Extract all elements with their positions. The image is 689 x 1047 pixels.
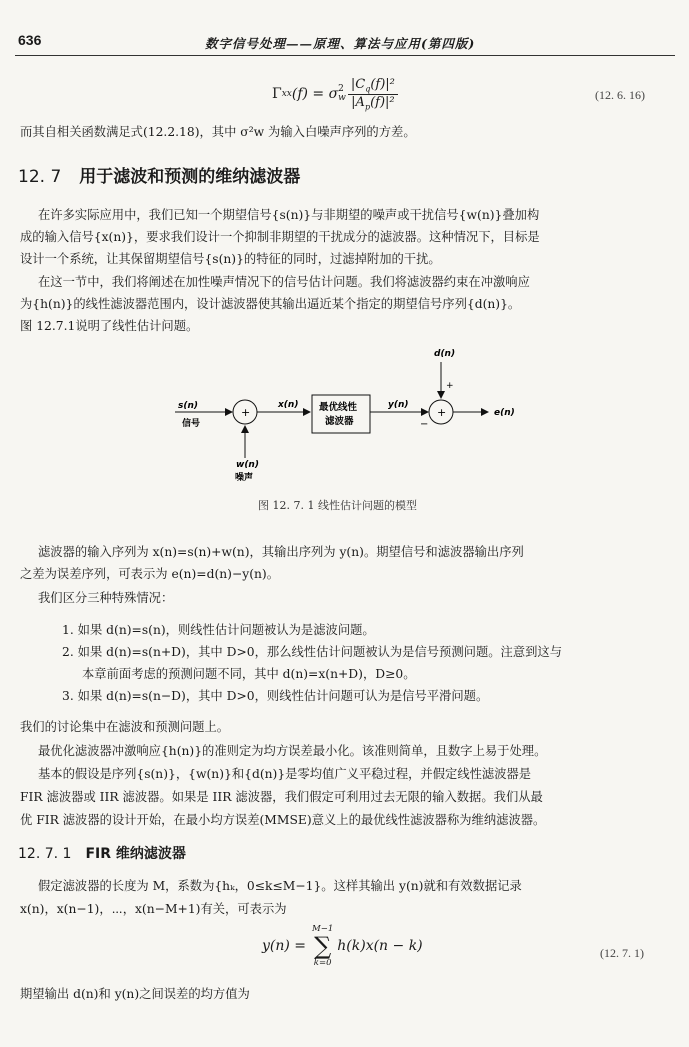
para1-line1: 在许多实际应用中，我们已知一个期望信号{s(n)}与非期望的噪声或干扰信号{w(n)}叠加构 [38,208,540,222]
fig-s-label: s(n) [178,401,198,411]
section-number: 12. 7 [18,167,62,187]
after-fig-line8: 优 FIR 滤波器的设计开始，在最小均方误差(MMSE)意义上的最优线性滤波器称为维纳滤波器。 [20,813,546,827]
section-heading [18,162,300,187]
fig-filter-line1: 最优线性 [319,402,358,413]
fig-w-label: w(n) [236,460,259,470]
page-number: 636 [18,32,42,48]
eq-numerator: |C [350,76,366,92]
case-2-line2: 本章前面考虑的预测问题不同，其中 d(n)=x(n+D)，D≥0。 [82,667,416,681]
equation-12-6-16 [272,72,398,116]
para1-line2: 成的输入信号{x(n)}，要求我们设计一个抑制非期望的干扰成分的滤波器。这种情况下，目标是 [20,230,540,244]
header-rule [15,55,675,56]
para2-line1: 在这一节中，我们将阐述在加性噪声情况下的信号估计问题。我们将滤波器约束在冲激响应 [38,275,530,289]
subsection-number: 12. 7. 1 [18,846,72,862]
fig-x-label: x(n) [278,400,299,410]
section-title: 用于滤波和预测的维纳滤波器 [79,167,301,187]
eq-sigma-sub: w [338,93,346,103]
eq-lhs-sub: xx [281,89,292,99]
paragraph-after-equation: 而其自相关函数满足式(12.2.18)，其中 σ²w 为输入白噪声序列的方差。 [20,125,416,139]
para2-line2: 为{h(n)}的线性滤波器范围内，设计滤波器使其输出逼近某个指定的期望信号序列{d(n)}。 [20,297,521,311]
eq-sum-symbol: ∑ [314,932,332,960]
after-fig-line3: 我们区分三种特殊情况： [38,591,174,605]
after-fig-line6: 基本的假设是序列{s(n)}，{w(n)}和{d(n)}是零均值广义平稳过程，并假定线性滤波器是 [38,767,532,781]
eq-numerator-sub: q [365,84,371,94]
case-1: 1. 如果 d(n)=s(n)，则线性估计问题被认为是滤波问题。 [62,623,375,637]
subsection-title: FIR 维纳滤波器 [85,846,186,862]
eq-lhs-arg: (f) = σ [291,86,339,102]
fig-adder-2-plus: + [437,406,447,419]
figure-caption: 图 12. 7. 1 线性估计问题的模型 [258,499,417,512]
case-2-line1: 2. 如果 d(n)=s(n+D)，其中 D>0，那么线性估计问题被认为是信号预测问题。注意到这与 [62,645,563,659]
fir-line1: 假定滤波器的长度为 M，系数为{hₖ，0≤k≤M−1}。这样其输出 y(n)就和有效数据记录 [38,879,522,893]
eq-sum-bottom: k=0 [313,958,332,968]
fir-line2: x(n)，x(n−1)，⋯，x(n−M+1)有关，可表示为 [20,902,287,916]
eq-sigma-sup: 2 [338,84,344,94]
after-fig-line4: 我们的讨论集中在滤波和预测问题上。 [20,720,230,734]
eq-sum-lhs: y(n) = [262,938,307,954]
eq-denominator-end: (f)|² [370,94,395,110]
eq-denominator: |A [351,94,365,110]
fig-minus: − [420,419,429,430]
fig-y-label: y(n) [388,400,409,410]
after-fig-line7: FIR 滤波器或 IIR 滤波器。如果是 IIR 滤波器，我们假定可利用过去无限的输入数据。我们从最 [20,790,543,804]
equation-number-12-7-1: (12. 7. 1) [600,946,644,960]
fig-signal-label: 信号 [182,419,201,429]
fig-filter-box [312,395,370,433]
eq-lhs: Γ [272,86,282,102]
eq-sum-top: M−1 [312,924,334,934]
case-3: 3. 如果 d(n)=s(n−D)，其中 D>0，则线性估计问题可认为是信号平滑问题。 [62,689,489,703]
fir-last-line: 期望输出 d(n)和 y(n)之间误差的均方值为 [20,987,250,1001]
fig-adder-1-plus: + [241,406,251,419]
equation-number-12-6-16: (12. 6. 16) [595,88,645,102]
after-fig-line5: 最优化滤波器冲激响应{h(n)}的准则定为均方误差最小化。该准则简单，且数字上易于处理。 [38,744,547,758]
after-fig-line1: 滤波器的输入序列为 x(n)=s(n)+w(n)，其输出序列为 y(n)。期望信号和滤波器输出序列 [38,545,524,559]
figure-linear-estimation-model [170,340,540,485]
eq-sum-operator [312,924,333,968]
after-fig-line2: 之差为误差序列，可表示为 e(n)=d(n)−y(n)。 [20,567,280,581]
eq-fraction [348,77,398,111]
subsection-heading [18,843,186,863]
running-title: 数字信号处理——原理、算法与应用(第四版) [205,36,476,51]
equation-12-7-1 [262,924,423,968]
eq-denominator-sub: p [364,102,371,112]
para2-line3: 图 12.7.1说明了线性估计问题。 [20,319,199,333]
fig-d-label: d(n) [434,349,456,359]
eq-numerator-end: (f)|² [370,76,395,92]
fig-plus-top: + [446,381,454,391]
fig-e-label: e(n) [494,408,515,418]
para1-line3: 设计一个系统，让其保留期望信号{s(n)}的特征的同时，过滤掉附加的干扰。 [20,252,441,266]
fig-noise-label: 噪声 [235,473,254,483]
eq-sum-rhs: h(k)x(n − k) [337,938,423,954]
fig-filter-line2: 滤波器 [325,416,354,427]
